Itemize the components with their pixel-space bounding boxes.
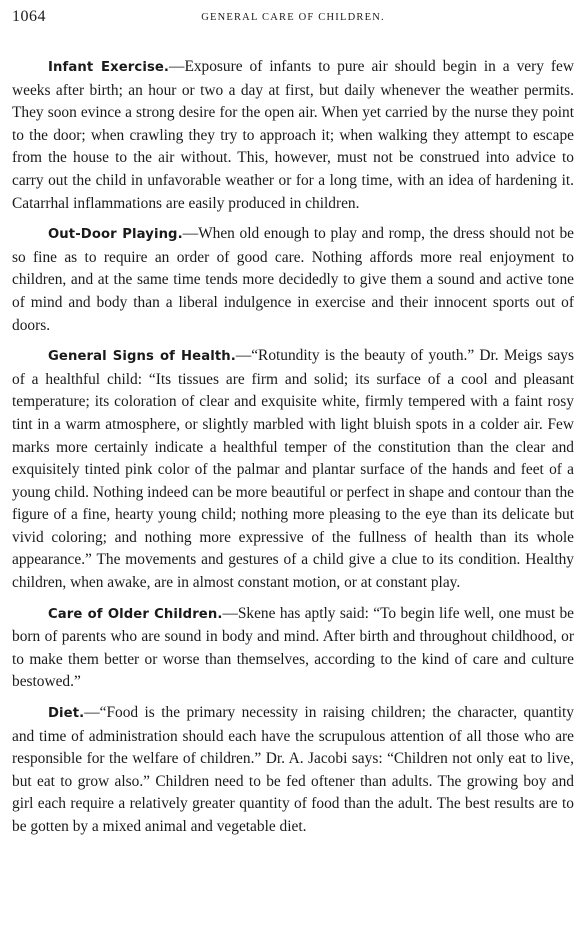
- paragraph-infant-exercise: [12, 56, 574, 215]
- paragraph-general-signs-of-health: [12, 345, 574, 595]
- paragraph-heading: Care of Older Children.: [48, 606, 223, 622]
- paragraph-diet: [12, 702, 574, 839]
- paragraph-text: —Skene has aptly said: “To begin life well, one must be born of parents who are sound in body and mind. After birth and throughout childhood, or to make them better or worse than themselves, according to the kind of care and culture bestowed.”: [12, 604, 574, 691]
- paragraph-text: —“Rotundity is the beauty of youth.” Dr. Meigs says of a healthful child: “Its tissues are firm and solid; its surface of a cool and pleasant temperature; its coloration of clear and exquisite white, firmly tempered with a faint rosy tint in a warm atmosphere, or slightly marbled with light bluish spots in a colder air. Few marks more certainly indicate a healthful temper of the constitution than the clear and exquisitely tinted pink color of the palmar and plantar surface of the hands and feet of a young child. Nothing indeed can be more beautiful or perfect in shape and contour than the figure of a fine, hearty young child; nothing more pleasing to the eye than its delicate but vivid coloring; and nothing more expressive of the fullness of health than its whole appearance.” The movements and gestures of a child give a clue to its condition. Healthy children, when awake, are in almost constant motion, or at constant play.: [12, 347, 574, 592]
- body-text: [12, 56, 574, 839]
- paragraph-out-door-playing: [12, 223, 574, 337]
- paragraph-text: —“Food is the primary necessity in raising children; the character, quantity and time of administration should each have the scrupulous attention of all those who are responsible for the welfare of children.” Dr. A. Jacobi says: “Children not only eat to live, but eat to grow also.” Children need to be fed oftener than adults. The growing boy and girl each require a relatively greater quantity of food than the adult. The best results are to be gotten by a mixed animal and vegetable diet.: [12, 704, 574, 835]
- paragraph-text: —When old enough to play and romp, the dress should not be so fine as to require an order of good care. Nothing affords more real enjoyment to children, and at the same time tends more decidedly to give them a sound and active tone of mind and body than a liberal indulgence in exercise and their innocent sports out of doors.: [12, 225, 574, 334]
- paragraph-heading: Diet.: [48, 706, 85, 722]
- paragraph-text: —Exposure of infants to pure air should begin in a very few weeks after birth; an hour or two a day at first, but daily whenever the weather permits. They soon evince a strong desire for the open air. When yet carried by the nurse they point to the door; when crawling they try to approach it; when walking they attempt to escape from the house to the air without. This, however, must not be construed into advice to carry out the child in unfavorable weather or for a long time, with an idea of hardening it. Catarrhal inflammations are easily produced in children.: [12, 58, 574, 212]
- running-title: GENERAL CARE OF CHILDREN.: [201, 12, 385, 23]
- page-number: 1064: [12, 8, 46, 25]
- paragraph-heading: Infant Exercise.: [48, 60, 170, 75]
- running-head: [12, 6, 574, 34]
- paragraph-care-of-older-children: [12, 603, 574, 694]
- paragraph-heading: Out-Door Playing.: [48, 227, 183, 243]
- paragraph-heading: General Signs of Health.: [48, 349, 236, 365]
